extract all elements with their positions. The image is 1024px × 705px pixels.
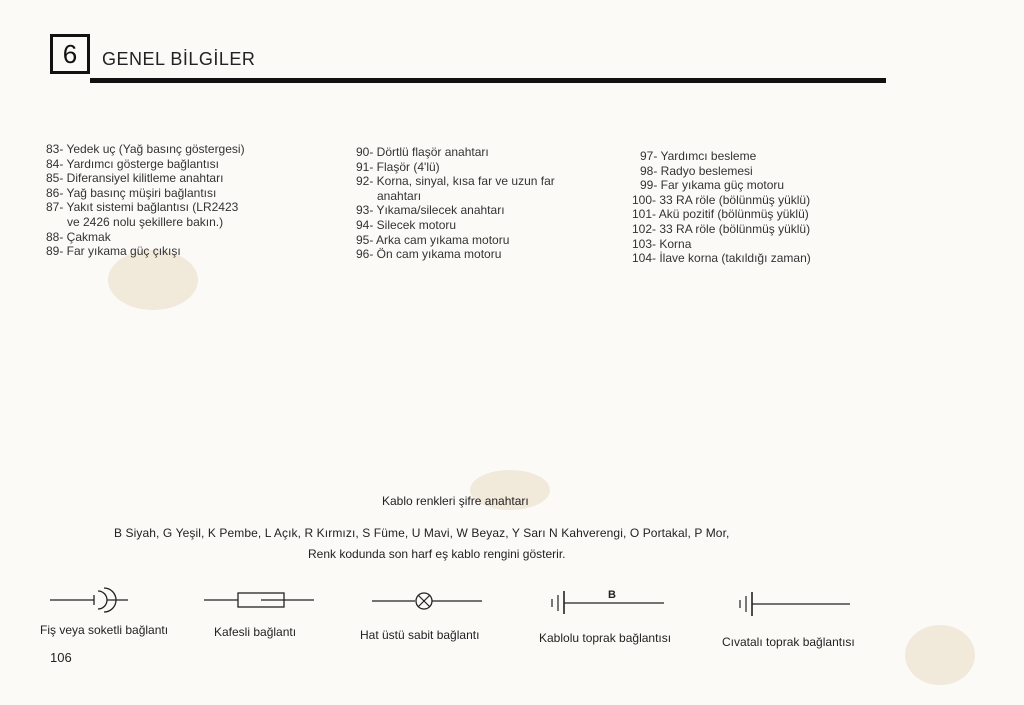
legend-item: 87- Yakıt sistemi bağlantısı (LR2423 — [46, 200, 239, 215]
legend-item-continuation: anahtarı — [377, 188, 422, 203]
ground-marker-label: B — [608, 589, 616, 601]
legend-column-1 — [46, 142, 245, 259]
symbol-label: Cıvatalı toprak bağlantısı — [722, 635, 855, 649]
symbol-label: Hat üstü sabit bağlantı — [360, 628, 480, 642]
chapter-number-box: 6 — [50, 34, 90, 74]
plug-socket-symbol — [50, 585, 130, 615]
legend-item: 104- İlave korna (takıldığı zaman) — [632, 251, 811, 266]
legend-item: 91- Flaşör (4'lü) — [356, 159, 440, 174]
legend-item-continuation: ve 2426 nolu şekillere bakın.) — [67, 214, 224, 229]
inline-fixed-connection-symbol — [372, 590, 484, 612]
legend-item: 86- Yağ basınç müşiri bağlantısı — [46, 185, 217, 200]
legend-item: 96- Ön cam yıkama motoru — [356, 247, 502, 262]
color-code-list: B Siyah, G Yeşil, K Pembe, L Açık, R Kırmızı, S Füme, U Mavi, W Beyaz, Y Sarı N Kahverengi, O Portakal, P Mor, — [114, 526, 730, 540]
legend-column-3 — [632, 149, 811, 266]
legend-item: 103- Korna — [632, 236, 692, 251]
legend-item: 85- Diferansiyel kilitleme anahtarı — [46, 171, 224, 186]
legend-item: 84- Yardımcı gösterge bağlantısı — [46, 156, 219, 171]
legend-item: 100- 33 RA röle (bölünmüş yüklü) — [632, 192, 811, 207]
legend-item: 99- Far yıkama güç motoru — [640, 178, 785, 193]
legend-item: 95- Arka cam yıkama motoru — [356, 232, 510, 247]
legend-item: 97- Yardımcı besleme — [640, 149, 757, 163]
legend-item: 98- Radyo beslemesi — [640, 163, 753, 178]
page-header — [50, 34, 886, 84]
header-rule — [90, 78, 886, 83]
legend-item: 88- Çakmak — [46, 229, 111, 244]
color-code-note: Renk kodunda son harf eş kablo rengini gösterir. — [308, 547, 566, 561]
color-code-title: Kablo renkleri şifre anahtarı — [382, 494, 529, 508]
legend-item: 101- Akü pozitif (bölünmüş yüklü) — [632, 207, 809, 222]
page-title: GENEL BİLGİLER — [102, 49, 256, 69]
legend-item: 92- Korna, sinyal, kısa far ve uzun far — [356, 174, 555, 189]
legend-item: 90- Dörtlü flaşör anahtarı — [356, 145, 489, 159]
legend-item: 94- Silecek motoru — [356, 217, 457, 232]
legend-item: 93- Yıkama/silecek anahtarı — [356, 203, 505, 218]
legend-item: 83- Yedek uç (Yağ basınç göstergesi) — [46, 142, 245, 156]
symbol-label: Kablolu toprak bağlantısı — [539, 631, 672, 645]
bolted-ground-symbol — [738, 590, 854, 618]
symbol-label: Fiş veya soketli bağlantı — [40, 623, 169, 637]
symbol-label: Kafesli bağlantı — [214, 625, 297, 639]
cage-connection-symbol — [204, 590, 316, 610]
legend-column-2 — [356, 145, 555, 262]
legend-item: 102- 33 RA röle (bölünmüş yüklü) — [632, 221, 811, 236]
legend-item: 89- Far yıkama güç çıkışı — [46, 244, 181, 259]
cable-ground-symbol — [550, 584, 668, 614]
page-number: 106 — [50, 650, 72, 665]
